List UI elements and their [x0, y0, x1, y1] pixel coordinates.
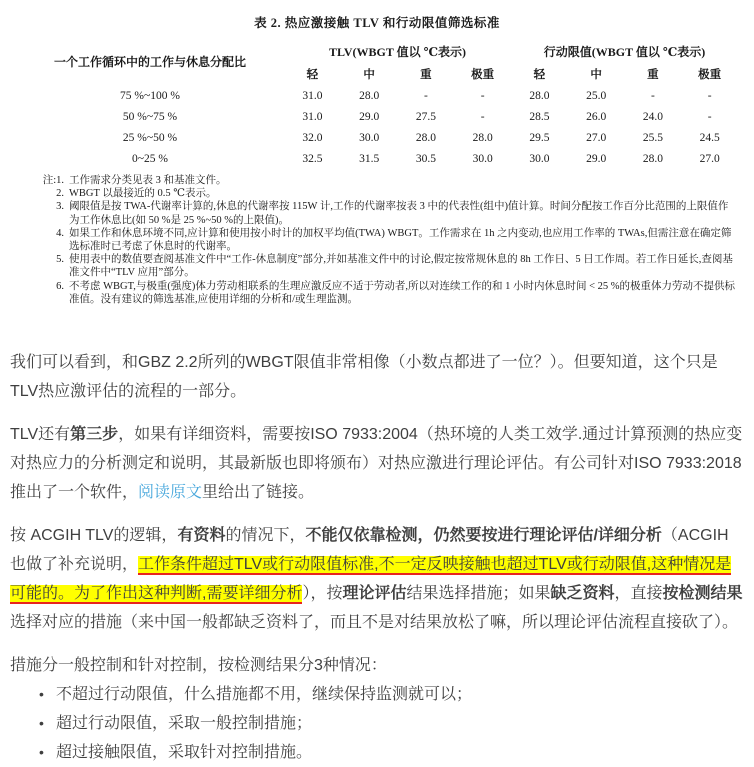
- paragraph: [10, 348, 744, 406]
- table-cell-value: -: [707, 110, 712, 123]
- table-cell-value: 29.0: [359, 110, 380, 123]
- table-cell-value: -: [707, 89, 712, 102]
- table-row-label: 50 %~75 %: [122, 110, 178, 123]
- table-cell-value: 27.0: [699, 152, 720, 165]
- table-cell-value: 31.0: [302, 89, 323, 102]
- table-row-label: 0~25 %: [132, 152, 168, 165]
- table-cell-value: -: [480, 89, 485, 102]
- note-number: 4.: [56, 227, 64, 239]
- bullet-item: • 不超过行动限值，什么措施都不用，继续保持监测就可以；: [39, 680, 744, 709]
- note-item: [28, 227, 738, 253]
- paragraph: [10, 420, 744, 507]
- table-cell-value: -: [480, 110, 485, 123]
- note-text: 不考虑 WBGT,与极重(强度)体力劳动相联系的生理应激反应不适于劳动者,所以对连续工作的和 1 小时内休息时间 < 25 %的极重体力劳动不提供标准值。没有建议的筛选基准,应使用详细的分析和/或生理监测。: [69, 280, 736, 305]
- note-item: [28, 253, 738, 279]
- table-title: 表 2. 热应激接触 TLV 和行动限值筛选标准: [254, 16, 500, 30]
- table-section: [0, 0, 754, 306]
- text-segment: 有资料: [177, 527, 226, 545]
- table-cell-value: 26.0: [586, 110, 607, 123]
- text-segment: 结果选择措施；如果: [406, 585, 551, 603]
- note-text: 如果工作和休息环境不同,应计算和使用按小时计的加权平均值(TWA) WBGT。工作需求在 1h 之内变动,也应用工作率的 TWAs,但需注意在确定筛选标准时已考虑了休息时的代谢率。: [69, 227, 732, 253]
- bullet-item: • 超过接触限值，采取针对控制措施。: [39, 738, 744, 767]
- text-segment: 按检测结果: [662, 585, 743, 603]
- text-segment: 选择对应的措施（来中国一般都缺乏资料了，而且不是对结果放松了嘛，所以理论评估流程直接砍了）。: [10, 614, 739, 632]
- text-segment: 按 ACGIH TLV的逻辑，: [10, 527, 178, 545]
- text-segment: ，直接: [614, 585, 663, 603]
- note-item: [28, 187, 738, 200]
- note-text: WBGT 以最接近的 0.5 ℃表示。: [69, 188, 217, 200]
- note-item: [28, 174, 738, 187]
- table-sub-header: 极重: [471, 69, 495, 81]
- table-cell-value: 30.0: [472, 152, 493, 165]
- table-sub-header: 轻: [306, 69, 319, 81]
- table-group-header-tlv: TLV(WBGT 值以 ℃表示): [328, 45, 467, 59]
- paragraph: [10, 521, 744, 637]
- note-text: 阈限值是按 TWA-代谢率计算的,休息的代谢率按 115W 计,工作的代谢率按表 3 中的代表性(组中)值计算。时间分配按工作百分比范围的上限值作为工作休息比(如 50 %是 25 %~50 %的上限值)。: [69, 201, 729, 226]
- table-cell-value: 28.0: [415, 131, 436, 144]
- text-segment: （ACGIH也做了补充说明，: [10, 527, 729, 574]
- note-text: 工作需求分类见表 3 和基准文件。: [69, 175, 227, 186]
- text-segment: 理论评估: [342, 585, 407, 603]
- text-segment: ），按: [302, 585, 343, 603]
- text-segment: TLV还有: [10, 426, 71, 444]
- measures-bullet-list: [10, 680, 744, 767]
- text-segment: 不能仅依靠检测，仍然要按进行理论评估/详细分析: [305, 527, 662, 545]
- text-segment: ，如果有详细资料，需要按ISO 7933:2004（热环境的人类工效学.通过计算预测的热应变对热应力的分析测定和说明，其最新版也即将颁布）对热应激进行理论评估。有公司针对ISO 7933:2018推出了一个软件，: [10, 426, 743, 502]
- table-cell-value: 25.0: [586, 89, 607, 102]
- article-body: [10, 348, 744, 767]
- note-item: [28, 280, 738, 306]
- table-cell-value: 30.0: [359, 131, 380, 144]
- table-cell-value: 25.5: [642, 131, 663, 144]
- text-segment: 我们可以看到，和GBZ 2.2所列的WBGT限值非常相像（小数点都进了一位？）。但要知道，这个只是TLV热应激评估的流程的一部分。: [10, 354, 718, 401]
- text-segment: 缺乏资料: [550, 585, 615, 603]
- table-cell-value: 31.5: [359, 152, 380, 165]
- text-segment: 措施分一般控制和针对控制，按检测结果分3种情况：: [10, 657, 387, 675]
- table-row-label: 75 %~100 %: [120, 89, 180, 102]
- table-notes: [16, 174, 738, 306]
- note-number: 注:1.: [42, 175, 64, 186]
- table-cell-value: 31.0: [302, 110, 323, 123]
- table-cell-value: 29.5: [529, 131, 550, 144]
- table-sub-header: 极重: [698, 69, 722, 81]
- table-cell-value: 27.5: [415, 110, 436, 123]
- text-segment: 的情况下，: [225, 527, 306, 545]
- table-cell-value: -: [650, 89, 655, 102]
- paragraph: [10, 651, 744, 680]
- text-segment: 里给出了链接。: [202, 484, 315, 502]
- note-number: 6.: [56, 280, 64, 292]
- bullet-item: • 超过行动限值，采取一般控制措施；: [39, 709, 744, 738]
- table-sub-header: 重: [420, 69, 432, 81]
- table-cell-value: 27.0: [586, 131, 607, 144]
- read-original-link[interactable]: 阅读原文: [138, 484, 203, 502]
- highlighted-text: 工作条件超过TLV或行动限值标准,不一定反映接触也超过TLV或行动限值,这种情况是可能的。为了作出这种判断,需要详细分析: [10, 556, 732, 603]
- note-item: [28, 200, 738, 226]
- table-cell-value: 29.0: [586, 152, 607, 165]
- table-cell-value: 28.0: [642, 152, 663, 165]
- table-cell-value: 28.0: [472, 131, 493, 144]
- table-cell-value: 28.5: [529, 110, 550, 123]
- note-text: 使用表中的数值要查阅基准文件中“工作-休息制度”部分,并如基准文件中的讨论,假定按常规休息的 8h 工作日、5 日工作周。若工作日延长,查阅基准文件中“TLV 应用”部分。: [69, 254, 733, 279]
- wbgt-limits-table: [16, 38, 738, 169]
- table-row-header: 一个工作循环中的工作与休息分配比: [53, 55, 246, 69]
- note-number: 2.: [56, 188, 64, 200]
- table-cell-value: 32.5: [302, 152, 323, 165]
- table-cell-value: 24.5: [699, 131, 720, 144]
- table-sub-header: 中: [363, 69, 375, 81]
- note-number: 3.: [56, 201, 64, 213]
- table-cell-value: 24.0: [642, 110, 663, 123]
- table-cell-value: 32.0: [302, 131, 323, 144]
- table-cell-value: -: [423, 89, 428, 102]
- table-sub-header: 轻: [533, 69, 546, 81]
- table-sub-header: 中: [590, 69, 602, 81]
- table-sub-header: 重: [647, 69, 659, 81]
- table-cell-value: 28.0: [359, 89, 380, 102]
- table-group-header-action-limit: 行动限值(WBGT 值以 ℃表示): [543, 45, 706, 59]
- table-cell-value: 30.0: [529, 152, 550, 165]
- text-segment: 第三步: [70, 426, 119, 444]
- table-cell-value: 28.0: [529, 89, 550, 102]
- note-number: 5.: [56, 254, 64, 266]
- table-row-label: 25 %~50 %: [122, 131, 178, 144]
- table-cell-value: 30.5: [415, 152, 436, 165]
